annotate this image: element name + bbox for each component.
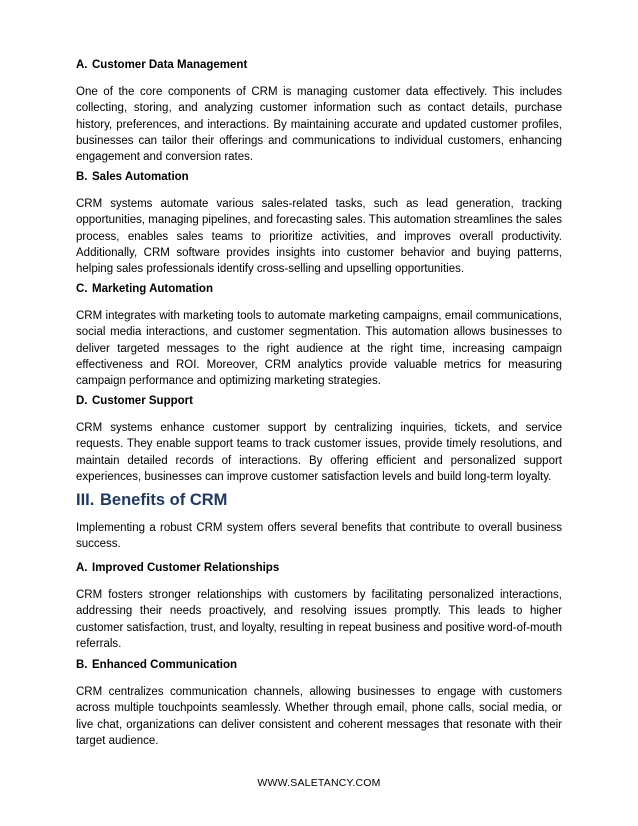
paragraph-sales-automation: CRM systems automate various sales-related tasks, such as lead generation, tracking opportunities, managing pipelines, and forecasting sales. This automation streamlines the sales process, enables sales teams to prioritize activities, and improves overall productivity. Additionally, CRM software provides insights into customer behavior and buying patterns, helping sales professionals identify cross-selling and upselling opportunities. xyxy=(76,198,562,276)
heading-letter: C. xyxy=(76,283,88,295)
heading-letter: D. xyxy=(76,395,88,407)
heading-letter: A. xyxy=(76,59,88,71)
heading-letter: B. xyxy=(76,659,88,671)
heading-letter: A. xyxy=(76,562,88,574)
heading-title: Customer Support xyxy=(92,395,193,407)
heading-title: Enhanced Communication xyxy=(92,659,238,671)
heading-marketing-automation xyxy=(76,282,562,297)
paragraph-enhanced-communication: CRM centralizes communication channels, allowing businesses to engage with customers across multiple touchpoints seamlessly. Whether through email, phone calls, social media, or live chat, organizations can deliver consistent and coherent messages that resonate with their target audience. xyxy=(76,686,562,747)
heading-customer-support xyxy=(76,394,562,409)
heading-enhanced-communication xyxy=(76,658,562,673)
heading-title: Customer Data Management xyxy=(92,59,248,71)
heading-customer-data-management xyxy=(76,58,562,73)
heading-title: Marketing Automation xyxy=(92,283,213,295)
section-title: Benefits of CRM xyxy=(100,491,228,509)
heading-letter: B. xyxy=(76,171,88,183)
heading-sales-automation xyxy=(76,170,562,185)
paragraph-improved-customer-relationships: CRM fosters stronger relationships with customers by facilitating personalized interactions, addressing their needs proactively, and resolving issues promptly. This leads to higher customer satisfaction, trust, and loyalty, resulting in repeat business and positive word-of-mouth referrals. xyxy=(76,589,562,650)
section-heading-benefits xyxy=(76,490,562,510)
heading-title: Improved Customer Relationships xyxy=(92,562,280,574)
heading-improved-customer-relationships xyxy=(76,561,562,576)
section-number: III. xyxy=(76,491,95,509)
paragraph-customer-support: CRM systems enhance customer support by centralizing inquiries, tickets, and service requests. They enable support teams to track customer issues, provide timely resolutions, and maintain detailed records of interactions. By offering efficient and personalized support experiences, businesses can improve customer satisfaction levels and build long-term loyalty. xyxy=(76,422,562,483)
footer-website-url: WWW.SALETANCY.COM xyxy=(257,777,381,789)
paragraph-customer-data-management: One of the core components of CRM is managing customer data effectively. This includes collecting, storing, and analyzing customer information such as contact details, purchase history, preferences, and interactions. By maintaining accurate and updated customer profiles, businesses can tailor their offerings and communications to individual customers, enhancing engagement and conversion rates. xyxy=(76,86,562,164)
paragraph-benefits-intro: Implementing a robust CRM system offers several benefits that contribute to overall business success. xyxy=(76,522,562,551)
heading-title: Sales Automation xyxy=(92,171,189,183)
paragraph-marketing-automation: CRM integrates with marketing tools to automate marketing campaigns, email communications, social media interactions, and customer segmentation. This automation allows businesses to deliver targeted messages to the right audience at the right time, increasing campaign effectiveness and ROI. Moreover, CRM analytics provide valuable metrics for measuring campaign performance and optimizing marketing strategies. xyxy=(76,310,562,388)
